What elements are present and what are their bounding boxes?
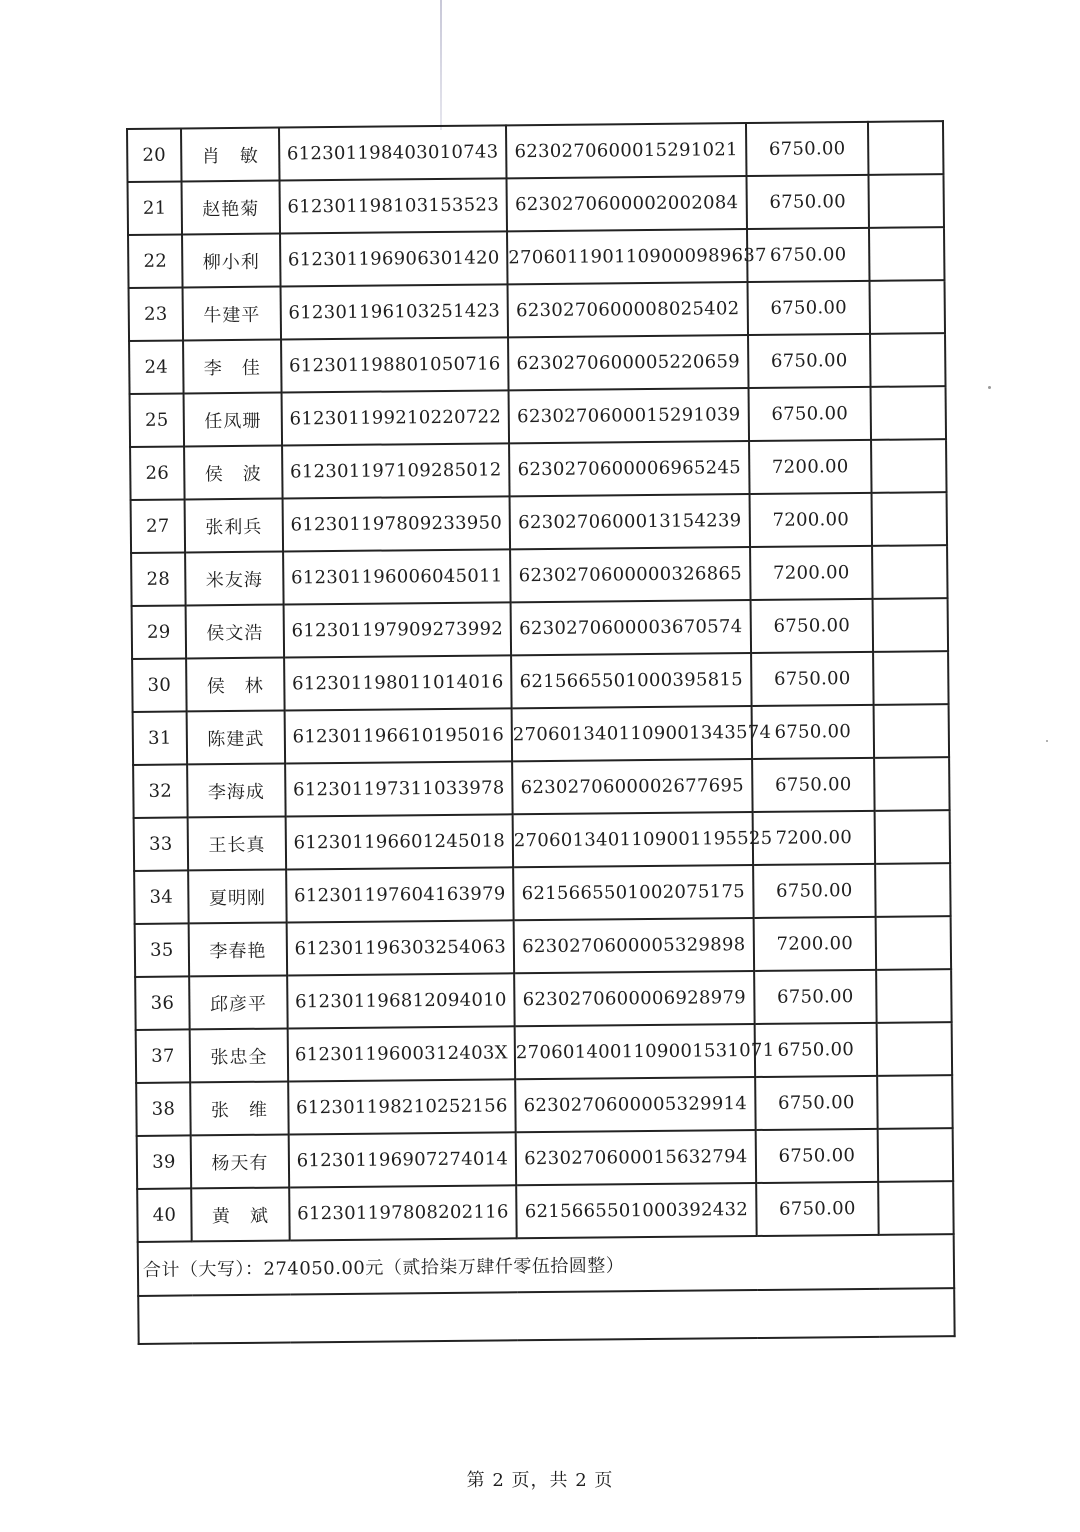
amount: 7200.00 xyxy=(754,917,877,971)
bank-account: 6230270600005329914 xyxy=(515,1077,755,1132)
table-row xyxy=(137,1181,953,1242)
bank-account: 6230270600015291021 xyxy=(506,123,746,178)
table-row xyxy=(134,863,950,924)
note-cell xyxy=(877,1075,953,1129)
bank-account: 6230270600006965245 xyxy=(509,441,749,496)
table-row xyxy=(136,1022,952,1083)
amount: 6750.00 xyxy=(751,599,874,653)
amount: 6750.00 xyxy=(752,705,875,759)
note-cell xyxy=(868,121,944,175)
note-cell xyxy=(876,969,952,1023)
row-number: 35 xyxy=(135,923,190,977)
id-number: 612301199210220722 xyxy=(282,390,509,445)
id-number: 612301196906301420 xyxy=(280,231,507,286)
document-sheet xyxy=(126,120,950,1345)
note-cell xyxy=(874,757,950,811)
amount: 7200.00 xyxy=(749,440,872,494)
note-cell xyxy=(874,704,950,758)
amount: 6750.00 xyxy=(746,122,869,176)
page-number: 第 2 页，共 2 页 xyxy=(466,1470,614,1491)
note-cell xyxy=(869,227,945,281)
person-name: 侯文浩 xyxy=(186,605,285,659)
bank-account: 6215665501000395815 xyxy=(511,653,751,708)
id-number: 61230119600312403X xyxy=(288,1026,515,1081)
table-row xyxy=(130,386,946,447)
note-cell xyxy=(876,916,952,970)
person-name: 夏明刚 xyxy=(188,869,287,923)
note-cell xyxy=(875,810,951,864)
table-row xyxy=(135,969,951,1030)
person-name: 侯 林 xyxy=(186,658,285,712)
person-name: 李海成 xyxy=(187,764,286,818)
person-name: 侯 波 xyxy=(184,446,283,500)
row-number: 30 xyxy=(132,658,187,712)
row-number: 24 xyxy=(129,340,184,394)
row-number: 32 xyxy=(133,764,188,818)
id-number: 612301196006045011 xyxy=(283,549,510,604)
row-number: 26 xyxy=(130,446,185,500)
id-number: 612301196907274014 xyxy=(289,1132,516,1187)
table-row xyxy=(133,704,949,765)
id-number: 612301196103251423 xyxy=(281,284,508,339)
note-cell xyxy=(871,439,947,493)
row-number: 40 xyxy=(137,1188,192,1242)
amount: 6750.00 xyxy=(756,1129,879,1183)
table-row xyxy=(129,280,945,341)
row-number: 21 xyxy=(128,181,183,235)
amount: 6750.00 xyxy=(747,228,870,282)
amount: 7200.00 xyxy=(753,811,876,865)
table-row xyxy=(136,1075,952,1136)
bank-account: 2706011901109000989637 xyxy=(507,229,747,284)
person-name: 肖 敏 xyxy=(181,128,280,182)
bank-account: 6230270600005220659 xyxy=(508,335,748,390)
bank-account: 6215665501000392432 xyxy=(516,1183,756,1238)
id-number: 612301197311033978 xyxy=(285,761,512,816)
table-row xyxy=(133,757,949,818)
row-number: 33 xyxy=(134,817,189,871)
table-row xyxy=(134,810,950,871)
amount: 6750.00 xyxy=(755,1076,878,1130)
person-name: 陈建武 xyxy=(187,711,286,765)
amount: 6750.00 xyxy=(752,758,875,812)
bank-account: 6230270600005329898 xyxy=(514,918,754,973)
amount: 6750.00 xyxy=(753,864,876,918)
table-row xyxy=(129,333,945,394)
bank-account: 2706013401109001195525 xyxy=(513,812,753,867)
row-number: 22 xyxy=(128,234,183,288)
amount: 6750.00 xyxy=(749,387,872,441)
id-number: 612301196812094010 xyxy=(287,973,514,1028)
bank-account: 6230270600002002084 xyxy=(507,176,747,231)
table-row xyxy=(132,651,948,712)
scan-fold-line xyxy=(440,0,442,130)
note-cell xyxy=(875,863,951,917)
amount: 7200.00 xyxy=(750,546,873,600)
person-name: 李 佳 xyxy=(183,340,282,394)
row-number: 20 xyxy=(127,128,182,182)
table-row xyxy=(135,916,951,977)
row-number: 28 xyxy=(131,552,186,606)
amount: 6750.00 xyxy=(756,1182,879,1236)
note-cell xyxy=(868,174,944,228)
row-number: 39 xyxy=(137,1135,192,1189)
bank-account: 6230270600006928979 xyxy=(514,971,754,1026)
note-cell xyxy=(872,492,948,546)
person-name: 米友海 xyxy=(185,552,284,606)
id-number: 612301198011014016 xyxy=(284,655,511,710)
note-cell xyxy=(870,333,946,387)
bank-account: 6230270600003670574 xyxy=(511,600,751,655)
table-row xyxy=(132,598,948,659)
total-amount-text: 合计（大写）：274050.00元（贰拾柒万肆仟零伍拾圆整） xyxy=(138,1234,954,1296)
bank-account: 6230270600000326865 xyxy=(510,547,750,602)
person-name: 赵艳菊 xyxy=(182,181,281,235)
id-number: 612301197604163979 xyxy=(286,867,513,922)
person-name: 杨天有 xyxy=(191,1134,290,1188)
note-cell xyxy=(872,545,948,599)
table-row xyxy=(128,174,944,235)
person-name: 任凤珊 xyxy=(184,393,283,447)
person-name: 张利兵 xyxy=(185,499,284,553)
row-number: 23 xyxy=(129,287,184,341)
amount: 6750.00 xyxy=(754,970,877,1024)
table-row xyxy=(130,439,946,500)
person-name: 张忠全 xyxy=(190,1028,289,1082)
note-cell xyxy=(873,651,949,705)
bank-account: 2706013401109001343574 xyxy=(512,706,752,761)
row-number: 38 xyxy=(136,1082,191,1136)
amount: 6750.00 xyxy=(746,175,869,229)
table-row xyxy=(127,121,943,182)
amount: 6750.00 xyxy=(751,652,874,706)
bank-account: 6230270600013154239 xyxy=(510,494,750,549)
person-name: 王长真 xyxy=(188,816,287,870)
blank-row xyxy=(138,1288,954,1344)
id-number: 612301197909273992 xyxy=(284,602,511,657)
id-number: 612301197109285012 xyxy=(282,443,509,498)
note-cell xyxy=(877,1022,953,1076)
bank-account: 6230270600015632794 xyxy=(516,1130,756,1185)
row-number: 29 xyxy=(132,605,187,659)
amount: 6750.00 xyxy=(748,281,871,335)
table-row xyxy=(131,545,947,606)
note-cell xyxy=(878,1128,954,1182)
scan-speck xyxy=(1046,740,1048,742)
row-number: 25 xyxy=(130,393,185,447)
bank-account: 6230270600002677695 xyxy=(512,759,752,814)
bank-account: 6215665501002075175 xyxy=(513,865,753,920)
id-number: 612301198801050716 xyxy=(281,337,508,392)
note-cell xyxy=(873,598,949,652)
id-number: 612301198103153523 xyxy=(280,178,507,233)
payment-table xyxy=(126,120,956,1345)
id-number: 612301198210252156 xyxy=(288,1079,515,1134)
table-row xyxy=(137,1128,953,1189)
note-cell xyxy=(870,280,946,334)
person-name: 张 维 xyxy=(190,1081,289,1135)
person-name: 黄 斌 xyxy=(191,1187,290,1241)
amount: 7200.00 xyxy=(750,493,873,547)
id-number: 612301197809233950 xyxy=(283,496,510,551)
bank-account: 6230270600015291039 xyxy=(509,388,749,443)
amount: 6750.00 xyxy=(748,334,871,388)
bank-account: 6230270600008025402 xyxy=(508,282,748,337)
scan-speck xyxy=(988,386,991,389)
row-number: 34 xyxy=(134,870,189,924)
id-number: 612301196303254063 xyxy=(287,920,514,975)
total-row xyxy=(138,1234,954,1296)
amount: 6750.00 xyxy=(755,1023,878,1077)
row-number: 31 xyxy=(133,711,188,765)
person-name: 柳小利 xyxy=(182,234,281,288)
row-number: 37 xyxy=(136,1029,191,1083)
person-name: 李春艳 xyxy=(189,922,288,976)
id-number: 612301197808202116 xyxy=(289,1185,516,1240)
id-number: 612301196610195016 xyxy=(285,708,512,763)
note-cell xyxy=(871,386,947,440)
id-number: 612301198403010743 xyxy=(279,125,506,180)
row-number: 36 xyxy=(135,976,190,1030)
bank-account: 2706014001109001531071 xyxy=(515,1024,755,1079)
payment-table-body xyxy=(127,121,954,1242)
person-name: 牛建平 xyxy=(183,287,282,341)
table-row xyxy=(131,492,947,553)
note-cell xyxy=(878,1181,954,1235)
table-row xyxy=(128,227,944,288)
person-name: 邱彦平 xyxy=(189,975,288,1029)
id-number: 612301196601245018 xyxy=(286,814,513,869)
row-number: 27 xyxy=(131,499,186,553)
blank-cell xyxy=(138,1288,954,1344)
